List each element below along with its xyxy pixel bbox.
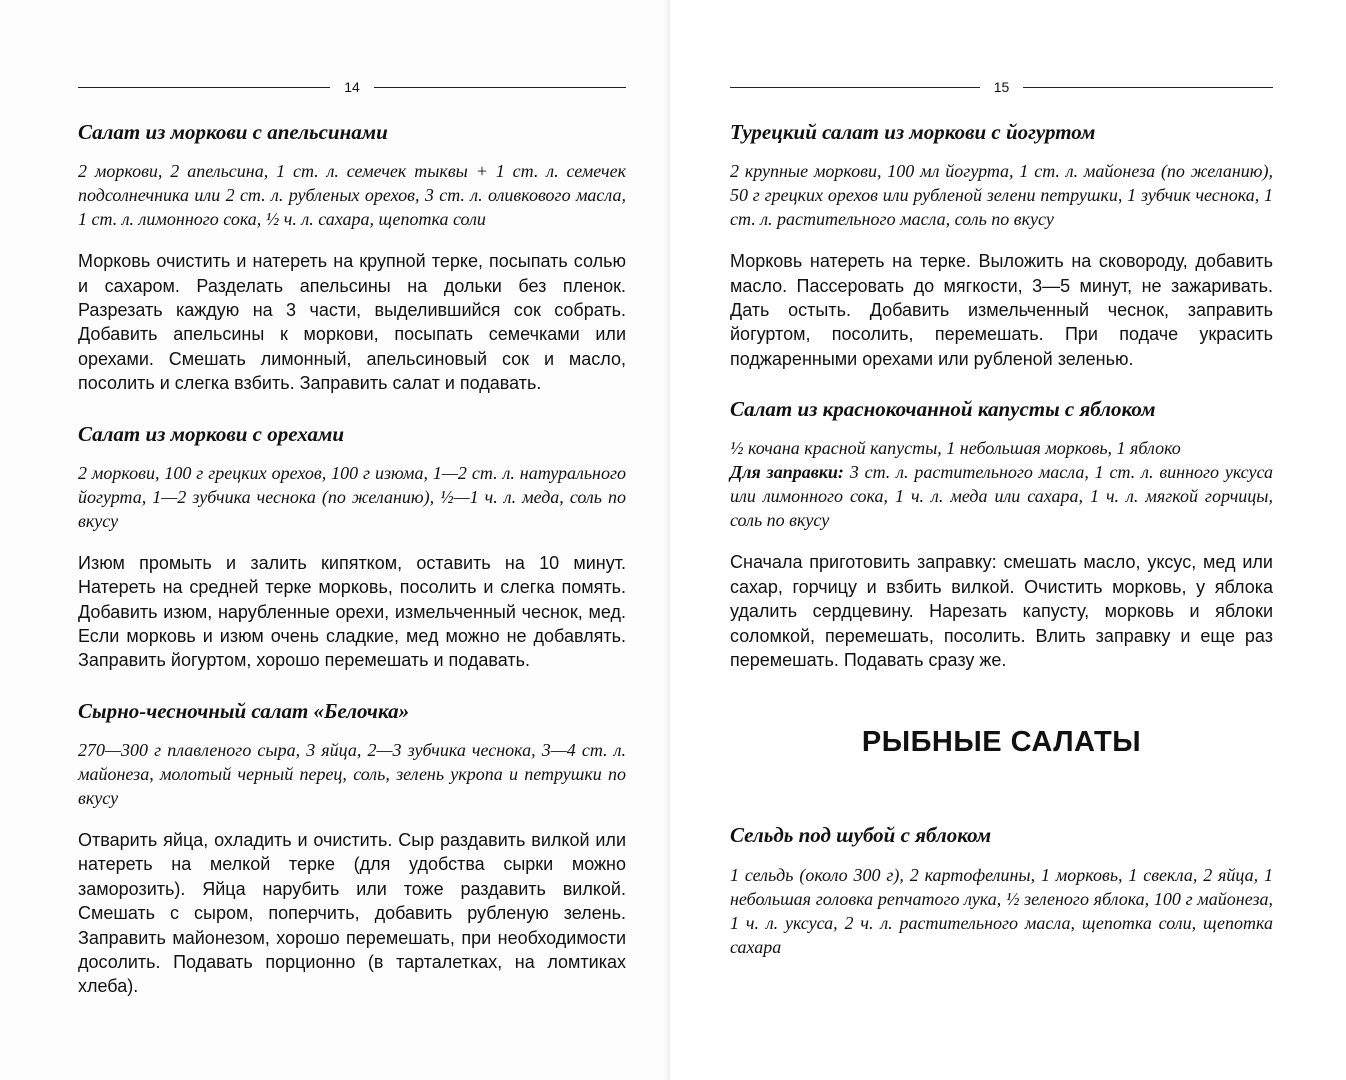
recipe	[730, 823, 1273, 958]
recipe-title: Салат из моркови с орехами	[78, 421, 345, 446]
left-page	[0, 0, 670, 1080]
recipe-ingredients	[730, 436, 1273, 532]
recipe-title: Турецкий салат из моркови с йогуртом	[730, 120, 1096, 144]
ingredients-main: ½ кочана красной капусты, 1 небольшая морковь, 1 яблоко	[730, 438, 1181, 459]
page-number: 15	[993, 79, 1010, 95]
section-title: РЫБНЫЕ САЛАТЫ	[861, 726, 1142, 759]
page-header	[730, 76, 1273, 98]
recipe-ingredients: 2 моркови, 100 г грецких орехов, 100 г изюма, 1—2 ст. л. натурального йогурта, 1—2 зубчика чеснока (по желанию), ½—1 ч. л. меда, соль по вкусу	[78, 462, 626, 531]
dressing-ingredients: 3 ст. л. растительного масла, 1 ст. л. винного уксуса или лимонного сока, 1 ч. л. меда или сахара, 1 ч. л. мягкой горчицы, соль по вкусу	[730, 462, 1273, 531]
header-rule	[78, 87, 330, 88]
recipe	[730, 120, 1273, 371]
recipe-title: Сырно-чесночный салат «Белочка»	[78, 698, 410, 723]
recipe-method: Сначала приготовить заправку: смешать масло, уксус, мед или сахар, горчицу и взбить вилкой. Очистить морковь, у яблока удалить сердцевину. Нарезать капусту, морковь и яблоки соломкой, перемешать, посолить. Влить заправку и еще раз перемешать. Подавать сразу же.	[730, 552, 1273, 671]
recipe-ingredients: 2 моркови, 2 апельсина, 1 ст. л. семечек тыквы + 1 ст. л. семечек подсолнечника или 2 ст. л. рубленых орехов, 3 ст. л. оливкового масла, 1 ст. л. лимонного сока, ½ ч. л. сахара, щепотка соли	[78, 161, 626, 230]
recipe-title: Салат из краснокочанной капусты с яблоком	[730, 397, 1156, 422]
recipe-ingredients: 2 крупные моркови, 100 мл йогурта, 1 ст. л. майонеза (по желанию), 50 г грецких орехов или рубленой зелени петрушки, 1 зубчик чеснока, 1 ст. л. растительного масла, соль по вкусу	[730, 161, 1273, 230]
recipe-method: Морковь очистить и натереть на крупной терке, посыпать солью и сахаром. Разделать апельсины на дольки без пленок. Разрезать каждую на 3 части, выделившийся сок собрать. Добавить апельсины к моркови, посыпать семечками или орехами. Смешать лимонный, апельсиновый сок и масло, посолить и слегка взбить. Заправить салат и подавать.	[78, 251, 626, 394]
recipe-title: Салат из моркови с апельсинами	[78, 120, 388, 144]
recipe-ingredients: 1 сельдь (около 300 г), 2 картофелины, 1 морковь, 1 свекла, 2 яйца, 1 небольшая головка репчатого лука, ½ зеленого яблока, 100 г майонеза, 1 ч. л. уксуса, 2 ч. л. растительного масла, щепотка соли, щепотка сахара	[730, 864, 1273, 957]
dressing-label: Для заправки:	[730, 462, 844, 483]
header-rule	[1023, 87, 1273, 88]
recipe	[78, 699, 626, 999]
header-rule	[730, 87, 980, 88]
recipe-method: Морковь натереть на терке. Выложить на сковороду, добавить масло. Пассеровать до мягкости, 3—5 минут, не зажаривать. Дать остыть. Добавить измельченный чеснок, заправить йогуртом, посолить, перемешать. При подаче украсить поджаренными орехами или рубленой зеленью.	[730, 251, 1273, 369]
recipe	[78, 422, 626, 673]
header-rule	[374, 87, 626, 88]
page-number: 14	[344, 79, 360, 95]
page-content	[730, 120, 1273, 977]
recipe-title: Сельдь под шубой с яблоком	[730, 823, 992, 848]
recipe-method: Отварить яйца, охладить и очистить. Сыр раздавить вилкой или натереть на мелкой терке (для удобства сырки можно заморозить). Яйца нарубить или тоже раздавить вилкой. Смешать с сыром, поперчить, добавить рубленую зелень. Заправить майонезом, хорошо перемешать, при необходимости досолить. Подавать порционно (в тарталетках, на ломтиках хлеба).	[78, 830, 626, 997]
recipe-ingredients: 270—300 г плавленого сыра, 3 яйца, 2—3 зубчика чеснока, 3—4 ст. л. майонеза, молотый черный перец, соль, зелень укропа и петрушки по вкусу	[78, 740, 626, 809]
recipe	[78, 120, 626, 396]
recipe-method: Изюм промыть и залить кипятком, оставить на 10 минут. Натереть на средней терке морковь, посолить и слегка помять. Добавить изюм, нарубленные орехи, измельченный чеснок, мед. Если морковь и изюм очень сладкие, мед можно не добавлять. Заправить йогуртом, хорошо перемешать и подавать.	[78, 552, 626, 671]
page-header	[78, 76, 626, 98]
recipe	[730, 397, 1273, 672]
page-content	[78, 120, 626, 1025]
right-page	[670, 0, 1346, 1080]
